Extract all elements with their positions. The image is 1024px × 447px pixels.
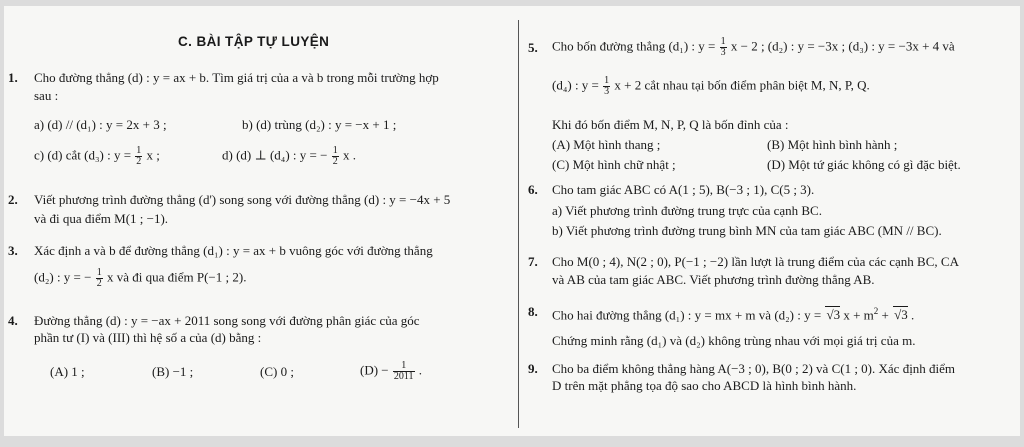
q6-line1: Cho tam giác ABC có A(1 ; 5), B(−3 ; 1), C(5 ; 3).	[552, 182, 815, 197]
q4-d-fraction: $\frac{1}{2011}$	[393, 360, 414, 382]
q1-c-fraction: $\frac{1}{2}$	[136, 145, 142, 167]
q4-option-a: (A) 1 ;	[50, 364, 85, 379]
q4-option-b: (B) −1 ;	[152, 364, 194, 379]
q9-number: 9.	[528, 361, 538, 376]
q4-option-d	[360, 361, 422, 382]
q9-line2: D trên mặt phẳng tọa độ sao cho ABCD là hình bình hành.	[552, 378, 857, 393]
q1-d-fraction: $\frac{1}{2}$	[332, 145, 338, 167]
q4-line1: Đường thẳng (d) : y = −ax + 2011 song song với đường phân giác của góc	[34, 313, 420, 328]
q8-sqrt-2: √3	[894, 307, 908, 323]
q4-line2: phần tư (I) và (III) thì hệ số a của (d) bằng :	[34, 330, 262, 345]
q3-line2	[34, 268, 246, 289]
q5-line2	[552, 76, 870, 97]
q2-line1: Viết phương trình đường thẳng (d') song song với đường thẳng (d) : y = −4x + 5	[34, 192, 451, 207]
q1-line1: Cho đường thẳng (d) : y = ax + b. Tìm giá trị của a và b trong mỗi trường hợp	[34, 70, 439, 85]
q6-option-a: a) Viết phương trình đường trung trực của cạnh BC.	[552, 203, 822, 218]
q9-line1: Cho ba điểm không thẳng hàng A(−3 ; 0), B(0 ; 2) và C(1 ; 0). Xác định điểm	[552, 361, 956, 376]
q1-option-a: a) (d) // (d₁) : y = 2x + 3 ;	[34, 117, 167, 132]
q5-line1	[552, 37, 955, 58]
q3-line2-tail: x và đi qua điểm P(−1 ; 2).	[106, 269, 247, 285]
q1-d-text: d) (d) ⊥ (d₄) : y = −	[222, 147, 328, 163]
q8-line1-mid: x + m	[843, 307, 874, 323]
q8-line1-text: Cho hai đường thẳng (d₁) : y = mx + m và (d₂) : y =	[552, 307, 822, 323]
worksheet-page	[4, 6, 1020, 436]
q6-option-b: b) Viết phương trình đường trung bình MN của tam giác ABC (MN // BC).	[552, 223, 942, 238]
q8-exponent: 2	[873, 306, 879, 316]
q2-line2: và đi qua điểm M(1 ; −1).	[34, 211, 169, 226]
q1-c-tail: x ;	[146, 147, 160, 163]
q8-line1-plus: +	[878, 307, 889, 323]
q3-number: 3.	[8, 243, 18, 258]
q1-option-b: b) (d) trùng (d₂) : y = −x + 1 ;	[242, 117, 397, 132]
q5-line3: Khi đó bốn điểm M, N, P, Q là bốn đỉnh của :	[552, 117, 789, 132]
q1-number: 1.	[8, 70, 18, 85]
q8-number: 8.	[528, 304, 538, 319]
q8-line1-tail: .	[911, 307, 915, 323]
q8-line2: Chứng minh rằng (d₁) và (d₂) không trùng nhau với mọi giá trị của m.	[552, 333, 916, 348]
q5-number: 5.	[528, 40, 538, 55]
q4-option-c: (C) 0 ;	[260, 364, 294, 379]
q4-d-text: (D) −	[360, 362, 389, 378]
q5-option-a: (A) Một hình thang ;	[552, 137, 661, 152]
q3-line1: Xác định a và b để đường thẳng (d₁) : y = ax + b vuông góc với đường thẳng	[34, 243, 433, 258]
q5-line1-fraction: $\frac{1}{3}$	[720, 36, 726, 58]
q7-number: 7.	[528, 254, 538, 269]
q5-line2-text: (d₄) : y =	[552, 77, 599, 93]
q7-line2: và AB của tam giác ABC. Viết phương trình đường thẳng AB.	[552, 272, 875, 287]
q3-line2-text: (d₂) : y = −	[34, 269, 92, 285]
q1-option-c	[34, 146, 160, 167]
q5-option-b: (B) Một hình bình hành ;	[767, 137, 898, 152]
q8-sqrt-1: √3	[826, 307, 841, 323]
section-title: C. BÀI TẬP TỰ LUYỆN	[178, 34, 330, 49]
q5-option-c: (C) Một hình chữ nhật ;	[552, 157, 676, 172]
q6-number: 6.	[528, 182, 538, 197]
q7-line1: Cho M(0 ; 4), N(2 ; 0), P(−1 ; −2) lần lượt là trung điểm của các cạnh BC, CA	[552, 254, 959, 269]
q5-option-d: (D) Một tứ giác không có gì đặc biệt.	[767, 157, 961, 172]
q5-line2-tail: x + 2 cắt nhau tại bốn điểm phân biệt M, N, P, Q.	[614, 77, 870, 93]
q1-d-tail: x .	[342, 147, 356, 163]
q1-c-text: c) (d) cắt (d₃) : y =	[34, 147, 132, 163]
q4-number: 4.	[8, 313, 18, 328]
q1-line2: sau :	[34, 88, 59, 103]
q4-d-tail: .	[418, 362, 423, 378]
q5-line1-tail: x − 2 ; (d₂) : y = −3x ; (d₃) : y = −3x + 4 và	[730, 38, 955, 54]
column-divider	[518, 20, 519, 428]
q8-line1	[552, 304, 914, 322]
q5-line2-fraction: $\frac{1}{3}$	[604, 75, 610, 97]
q5-line1-text: Cho bốn đường thẳng (d₁) : y =	[552, 38, 716, 54]
q2-number: 2.	[8, 192, 18, 207]
q1-option-d	[222, 146, 356, 167]
q3-fraction: $\frac{1}{2}$	[96, 267, 102, 289]
